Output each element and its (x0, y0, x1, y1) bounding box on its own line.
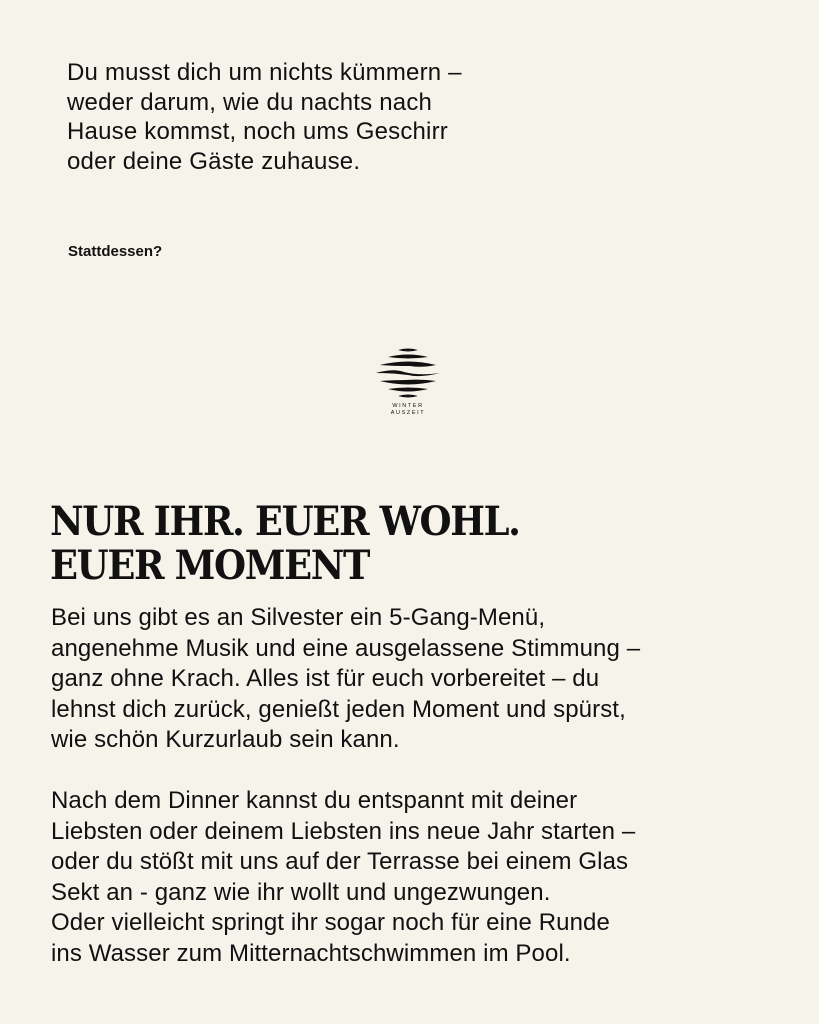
intro-line: oder deine Gäste zuhause. (67, 147, 361, 175)
paragraph-line: lehnst dich zurück, genießt jeden Moment und spürst, (51, 695, 626, 723)
paragraph-line: Oder vielleicht springt ihr sogar noch für eine Runde (51, 909, 610, 936)
paragraph-line: Liebsten oder deinem Liebsten ins neue Jahr starten – (51, 817, 636, 845)
heading-line2: EUER MOMENT (50, 542, 370, 589)
paragraph-line: angenehme Musik und eine ausgelassene Stimmung – (51, 634, 641, 662)
question-label: Stattdessen? (68, 243, 163, 260)
paragraph-line: Sekt an - ganz wie ihr wollt und ungezwungen. (51, 878, 551, 906)
logo-wordmark (391, 403, 425, 417)
paragraph-line: Bei uns gibt es an Silvester ein 5-Gang-Menü, (51, 604, 546, 631)
main-heading (50, 500, 520, 588)
winter-auszeit-logo-icon (374, 347, 442, 399)
paragraph-line: wie schön Kurzurlaub sein kann. (51, 726, 400, 753)
paragraph-line: ins Wasser zum Mitternachtschwimmen im Pool. (51, 939, 571, 967)
body-paragraph-1 (51, 603, 791, 756)
paragraph-line: oder du stößt mit uns auf der Terrasse bei einem Glas (51, 848, 629, 875)
intro-line: weder darum, wie du nachts nach (67, 88, 433, 116)
logo-text-line2: AUSZEIT (390, 410, 426, 416)
intro-text (67, 58, 627, 176)
body-paragraph-2 (51, 786, 791, 969)
intro-line: Du musst dich um nichts kümmern – (67, 59, 462, 86)
heading-line1: NUR IHR. EUER WOHL. (50, 498, 520, 545)
logo-text-line1: WINTER (392, 403, 424, 409)
paragraph-line: Nach dem Dinner kannst du entspannt mit deiner (51, 787, 578, 814)
intro-line: Hause kommst, noch ums Geschirr (67, 118, 448, 145)
winter-auszeit-logo (372, 347, 444, 417)
paragraph-line: ganz ohne Krach. Alles ist für euch vorbereitet – du (51, 665, 600, 692)
